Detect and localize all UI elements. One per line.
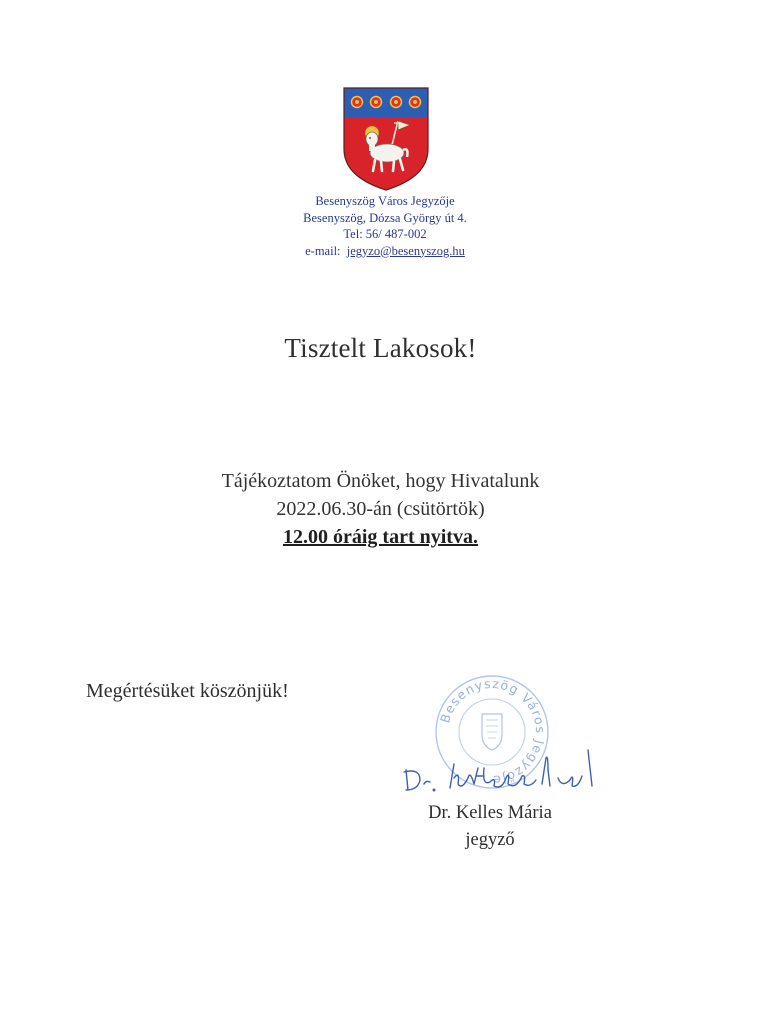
stamp-text: Besenyszög Város Jegyzője <box>437 675 549 789</box>
thanks-text: Megértésüket köszönjük! <box>86 680 289 702</box>
office-name: Besenyszög Város Jegyzője <box>315 194 455 208</box>
signer-name: Dr. Kelles Mária <box>428 803 552 823</box>
signer-title: jegyző <box>465 830 515 850</box>
notice-text <box>0 467 761 551</box>
signature-block <box>385 800 595 854</box>
office-phone: Tel: 56/ 487-002 <box>343 227 427 241</box>
greeting-heading: Tisztelt Lakosok! <box>284 333 477 363</box>
notice-line-1: Tájékoztatom Önöket, hogy Hivatalunk <box>221 470 540 492</box>
office-address: Besenyszög, Dózsa György út 4. <box>303 210 467 225</box>
email-label: e-mail: <box>305 243 341 258</box>
email-link[interactable]: jegyzo@besenyszog.hu <box>346 243 465 258</box>
handwritten-signature <box>398 740 603 800</box>
letterhead <box>240 193 530 259</box>
notice-opening-hours: 12.00 óráig tart nyitva. <box>283 526 478 548</box>
notice-line-2: 2022.06.30-án (csütörtök) <box>276 498 485 520</box>
office-email-line <box>240 243 530 260</box>
coat-of-arms-icon <box>343 87 429 191</box>
